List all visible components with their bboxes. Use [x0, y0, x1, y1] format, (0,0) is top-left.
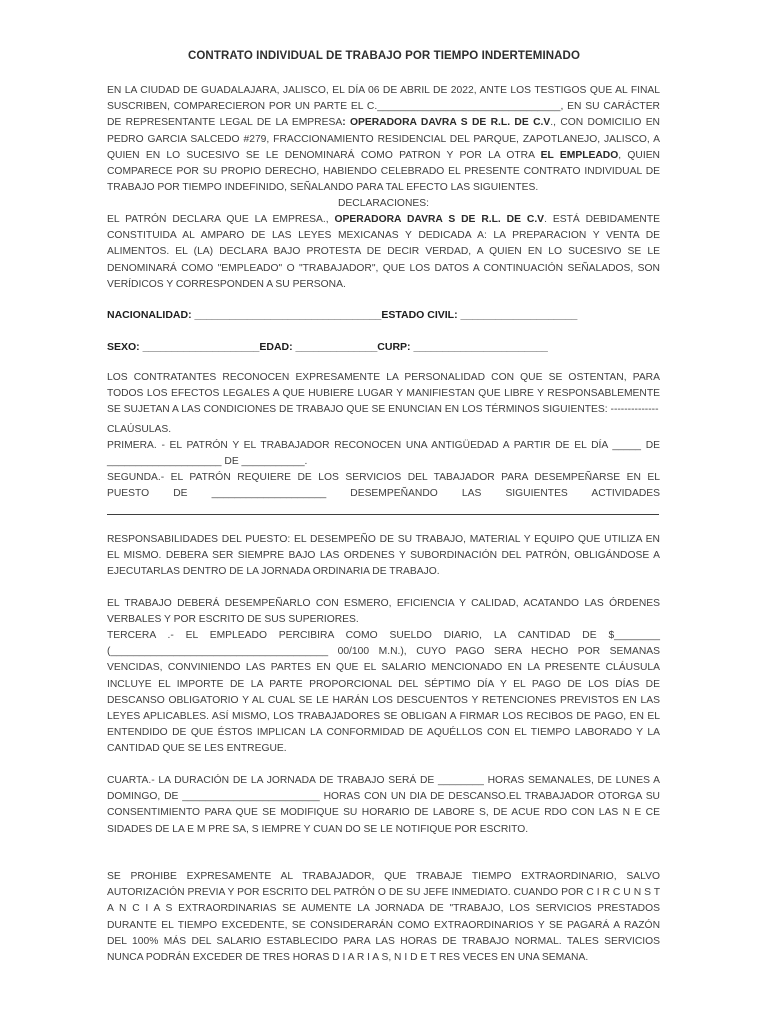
company-name: : OPERADORA DAVRA S DE R.L. DE C.V — [342, 117, 551, 129]
declaraciones-company: OPERADORA DAVRA S DE R.L. DE C.V — [334, 214, 545, 225]
intro-part1: EN LA CIUDAD DE GUADALAJARA, JALISCO, EL DÍA 06 DE ABRIL DE 2022, ANTE LOS TESTIGOS QUE AL FINAL SUSCRIBEN, COMPARECIERON POR UN PARTE EL C.________________________________, EN SU CARÁCTER DE REPRESENTANTE LEGAL DE LA EMPRESA — [107, 85, 660, 129]
declaraciones-part1: EL PATRÓN DECLARA QUE LA EMPRESA., — [107, 214, 335, 225]
employee-term: EL EMPLEADO — [540, 149, 619, 161]
clausula-segunda-text: SEGUNDA.- EL PATRÓN REQUIERE DE LOS SERVICIOS DEL TABAJADOR PARA DESEMPEÑARSE EN EL PUESTO DE ____________________ DESEMPEÑANDO LAS SIGUIENTES ACTIVIDADES — [107, 472, 660, 500]
responsabilidades-paragraph: RESPONSABILIDADES DEL PUESTO: EL DESEMPEÑO DE SU TRABAJO, MATERIAL Y EQUIPO QUE UTILIZA EN EL MISMO. DEBERA SER SIEMPRE BAJO LAS ORDENES Y SUBORDINACIÓN DEL PATRÓN, OBLIGÁNDOSE A EJECUTARLAS DENTRO DE LA JORNADA ORDINARIA DE TRABAJO. — [107, 534, 660, 578]
trabajo-paragraph: EL TRABAJO DEBERÁ DESEMPEÑARLO CON ESMERO, EFICIENCIA Y CALIDAD, ACATANDO LAS ÓRDENES VERBALES Y POR ESCRITO DE SUS SUPERIORES. — [107, 598, 660, 626]
declaraciones-heading: DECLARACIONES: — [338, 198, 429, 209]
intro-part2: ., CON DOMICILIO EN PEDRO GARCIA SALCEDO #279, FRACCIONAMIENTO RESIDENCIAL DEL PARQUE, ZAPOTLANEJO, JALISCO, A QUIEN EN LO SUCESIVO SE LE DENOMINARÁ COMO PATRON Y POR LA OTRA — [107, 117, 660, 161]
declaraciones-paragraph — [107, 212, 660, 293]
intro-part3: , QUIEN COMPARECE POR SU PROPIO DERECHO, HABIENDO CELEBRADO EL PRESENTE CONTRATO INDIVIDUAL DE TRABAJO POR TIEMPO INDEFINIDO, SEÑALANDO PARA TAL EFECTO LAS SIGUIENTES. — [107, 149, 660, 194]
clausulas-heading: CLAÚSULAS. — [107, 424, 172, 435]
fields-nacionalidad-estado-civil: NACIONALIDAD: ________________________________ESTADO CIVIL: ____________________ — [107, 309, 578, 321]
clausula-segunda — [107, 470, 660, 502]
prohibe-paragraph: SE PROHIBE EXPRESAMENTE AL TRABAJADOR, QUE TRABAJE TIEMPO EXTRAORDINARIO, SALVO AUTORIZACIÓN PREVIA Y POR ESCRITO DEL PATRÓN O DE SU JEFE INMEDIATO. CUANDO POR C I R C U N S T A N C I A S EXTRAORDINARIAS SE AUMENTE LA JORNADA DE "TRABAJO, LOS SERVICIOS PRESTADOS DURANTE EL TIEMPO EXCEDENTE, SE CONSIDERARÁN COMO EXTRAORDINARIOS Y SE PAGARÁ A RAZÓN DEL 100% MÁS DEL SALARIO ESTABLECIDO PARA LAS HORAS DE TRABAJO NORMAL. TALES SERVICIOS NUNCA PODRÁN EXCEDER DE TRES HORAS D I A R I A S, N I D E T RES VECES EN UNA SEMANA. — [107, 871, 660, 964]
intro-paragraph — [107, 83, 660, 196]
fields-sexo-edad-curp: SEXO: ____________________EDAD: ______________CURP: _______________________ — [107, 341, 548, 353]
document-title: CONTRATO INDIVIDUAL DE TRABAJO POR TIEMPO INDERTEMINADO — [187, 50, 581, 62]
clausula-tercera: TERCERA .- EL EMPLEADO PERCIBIRA COMO SUELDO DIARIO, LA CANTIDAD DE $________ (______________________________________ 00/100 M.N.), CUYO PAGO SERA HECHO POR SEMANAS VENCIDAS, CONVINIENDO LAS PARTES EN QUE EL SALARIO MENCIONADO EN LA PRESENTE CLÁUSULA INCLUYE EL IMPORTE DE LA PARTE PROPORCIONAL DEL SÉPTIMO DÍA Y EL PAGO DE LOS DÍAS DE DESCANSO OBLIGATORIO Y AL CUAL SE LE HARÁN LOS DESCUENTOS Y RETENCIONES PREVISTOS EN LAS LEYES APLICABLES. ASÍ MISMO, LOS TRABAJADORES SE OBLIGAN A FIRMAR LOS RECIBOS DE PAGO, EN EL ENTENDIDO DE QUE ÉSTOS IMPLICAN LA CONFORMIDAD DE AQUÉLLOS CON EL TIEMPO LABORADO Y LA CANTIDAD QUE SE LES ENTREGUE. — [107, 630, 660, 755]
reconocen-paragraph: LOS CONTRATANTES RECONOCEN EXPRESAMENTE LA PERSONALIDAD CON QUE SE OSTENTAN, PARA TODOS LOS EFECTOS LEGALES A QUE HUBIERE LUGAR Y MANIFIESTAN QUE LIBRE Y RESPONSABLEMENTE SE SUJETAN A LAS CONDICIONES DE TRABAJO QUE SE ENUNCIAN EN LOS TÉRMINOS SIGUIENTES: -------------- — [107, 372, 660, 416]
declaraciones-part2: . ESTÁ DEBIDAMENTE CONSTITUIDA AL AMPARO DE LAS LEYES MEXICANAS Y DEDICADA A: LA PREPARACION Y VENTA DE ALIMENTOS. EL (LA) DECLARA BAJO PROTESTA DE DECIR VERDAD, A QUIEN EN LO SUCESIVO SE LE DENOMINARÁ COMO "EMPLEADO" O "TRABAJADOR", QUE LOS DATOS A CONTINUACIÓN SEÑALADOS, SON VERÍDICOS Y CORRESPONDEN A SU PERSONA. — [107, 214, 661, 290]
clausula-cuarta: CUARTA.- LA DURACIÓN DE LA JORNADA DE TRABAJO SERÁ DE ________ HORAS SEMANALES, DE LUNES A DOMINGO, DE ________________________ HORAS CON UN DIA DE DESCANSO.EL TRABAJADOR OTORGA SU CONSENTIMIENTO PARA QUE SE MODIFIQUE SU HORARIO DE LABORE S, DE ACUE RDO CON LAS N E CE SIDADES DE LA E M PRE SA, S IEMPRE Y CUAN DO SE LE NOTIFIQUE POR ESCRITO. — [107, 775, 660, 835]
activities-blank-line — [107, 514, 659, 515]
clausula-primera: PRIMERA. - EL PATRÓN Y EL TRABAJADOR RECONOCEN UNA ANTIGÜEDAD A PARTIR DE EL DÍA _____ DE ____________________ DE ___________. — [107, 440, 660, 468]
